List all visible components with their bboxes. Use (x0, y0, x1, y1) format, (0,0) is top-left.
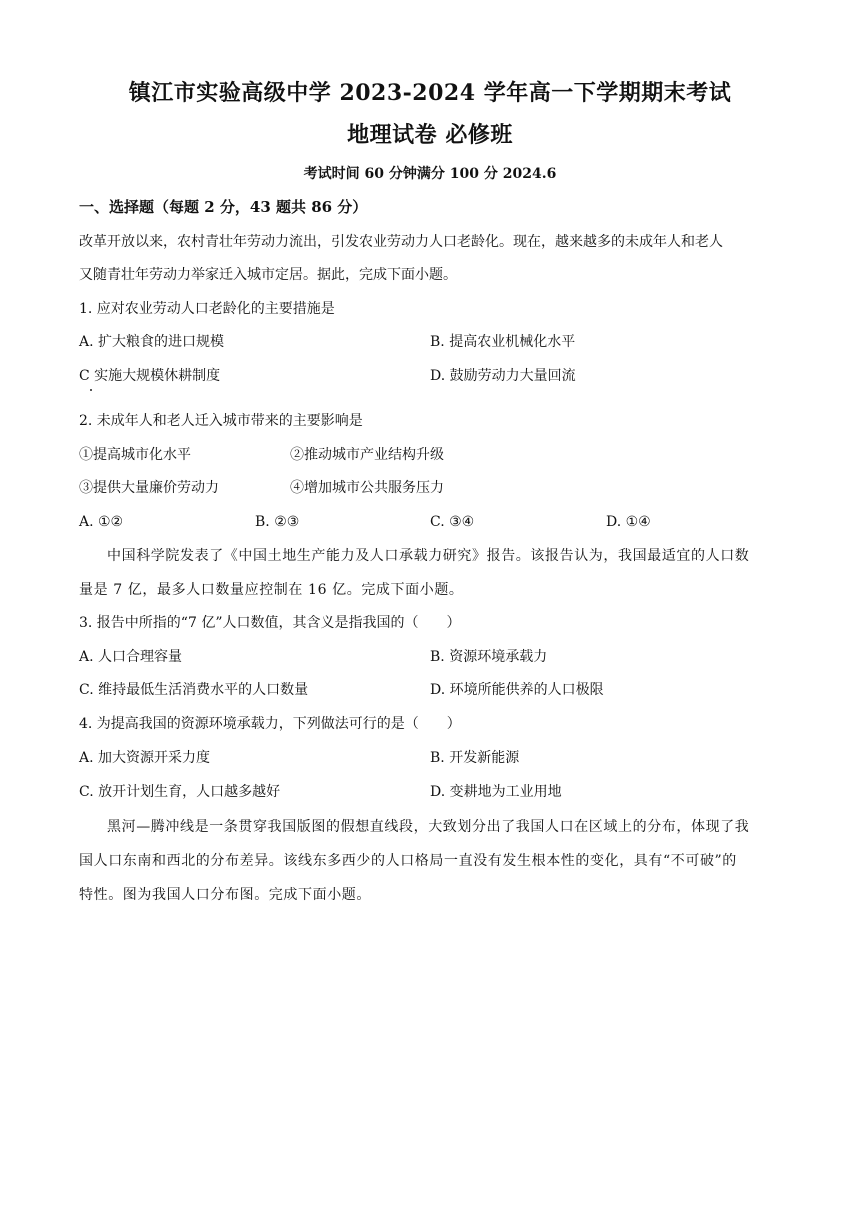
q3-stem: 3. 报告中所指的“7 亿”人口数值，其含义是指我国的（ ） (79, 615, 461, 631)
material3-line1: 黑河—腾冲线是一条贯穿我国版图的假想直线段，大致划分出了我国人口在区域上的分布，体现了我 (107, 819, 750, 835)
stray-dot (90, 389, 92, 391)
material3-line2: 国人口东南和西北的分布差异。该线东多西少的人口格局一直没有发生根本性的变化，具有“不可破”的 (79, 853, 737, 869)
q2-option-d: D. ①④ (606, 514, 651, 530)
q2-statement-3: ③提供大量廉价劳动力 (79, 480, 219, 496)
q4-option-d: D. 变耕地为工业用地 (430, 784, 562, 800)
section-heading: 一、选择题（每题 2 分，43 题共 86 分） (79, 198, 368, 216)
q3-option-c: C. 维持最低生活消费水平的人口数量 (79, 682, 309, 698)
q2-option-c: C. ③④ (430, 514, 475, 530)
q1-option-b: B. 提高农业机械化水平 (430, 334, 576, 350)
q1-option-a: A. 扩大粮食的进口规模 (79, 334, 225, 350)
exam-meta: 考试时间 60 分钟满分 100 分 2024.6 (303, 166, 557, 182)
q3-option-b: B. 资源环境承载力 (430, 649, 548, 665)
q2-statement-2: ②推动城市产业结构升级 (290, 447, 444, 463)
q1-option-d: D. 鼓励劳动力大量回流 (430, 368, 576, 384)
q1-option-c: C 实施大规模休耕制度 (79, 368, 221, 384)
q4-option-a: A. 加大资源开采力度 (79, 750, 211, 766)
q2-statement-1: ①提高城市化水平 (79, 447, 191, 463)
material3-line3: 特性。图为我国人口分布图。完成下面小题。 (79, 887, 371, 903)
q4-option-b: B. 开发新能源 (430, 750, 520, 766)
q2-option-b: B. ②③ (255, 514, 300, 530)
material2-line2: 量是 7 亿，最多人口数量应控制在 16 亿。完成下面小题。 (79, 582, 464, 598)
q3-option-d: D. 环境所能供养的人口极限 (430, 682, 604, 698)
exam-title: 镇江市实验高级中学 2023-2024 学年高一下学期期末考试 (128, 80, 732, 106)
q4-stem: 4. 为提高我国的资源环境承载力，下列做法可行的是（ ） (79, 716, 461, 732)
material1-line2: 又随青壮年劳动力举家迁入城市定居。据此，完成下面小题。 (79, 267, 457, 283)
material1-line1: 改革开放以来，农村青壮年劳动力流出，引发农业劳动力人口老龄化。现在，越来越多的未成年人和老人 (79, 234, 723, 250)
material2-line1: 中国科学院发表了《中国土地生产能力及人口承载力研究》报告。该报告认为，我国最适宜的人口数 (107, 548, 750, 564)
q1-stem: 1. 应对农业劳动人口老龄化的主要措施是 (79, 301, 335, 317)
q2-stem: 2. 未成年人和老人迁入城市带来的主要影响是 (79, 413, 363, 429)
q2-option-a: A. ①② (79, 514, 124, 530)
q3-option-a: A. 人口合理容量 (79, 649, 183, 665)
q4-option-c: C. 放开计划生育，人口越多越好 (79, 784, 281, 800)
q2-statement-4: ④增加城市公共服务压力 (290, 480, 444, 496)
exam-subtitle: 地理试卷 必修班 (347, 122, 513, 148)
